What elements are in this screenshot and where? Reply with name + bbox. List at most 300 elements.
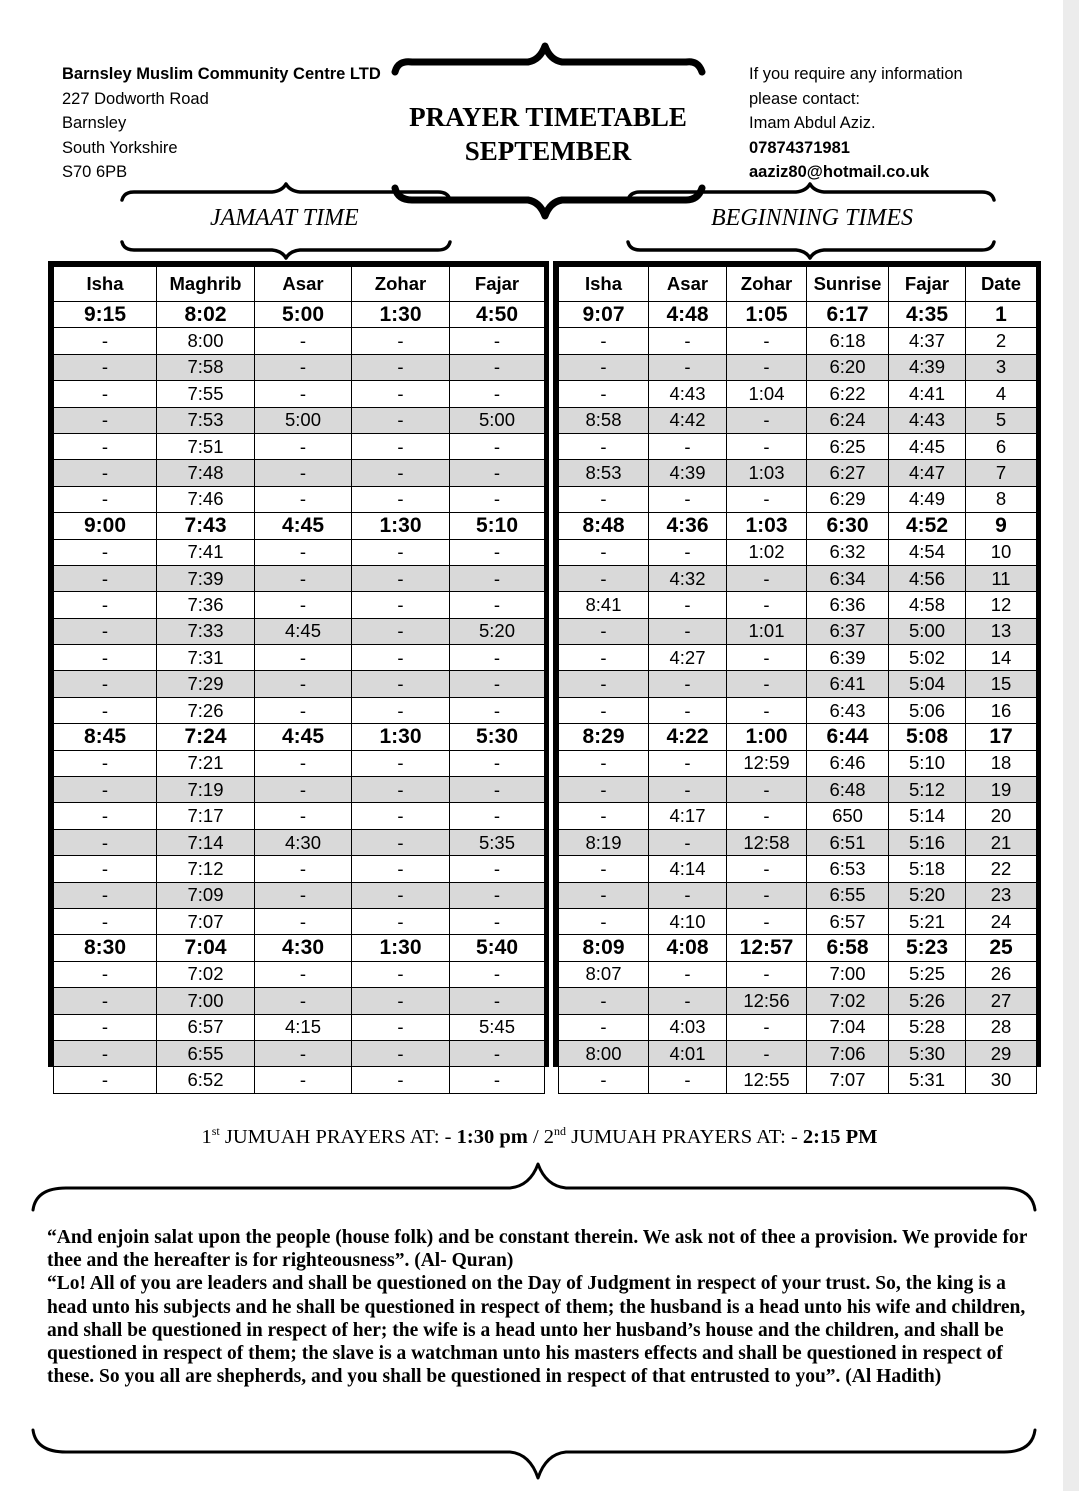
table-row bbox=[54, 777, 545, 803]
beginning-table-header bbox=[559, 267, 1037, 302]
jamaat-cell: 7:51 bbox=[157, 433, 255, 459]
beginning-cell: - bbox=[559, 697, 649, 723]
beginning-cell: 5:00 bbox=[889, 618, 966, 644]
jamaat-cell: 7:36 bbox=[157, 592, 255, 618]
beginning-cell: 4:39 bbox=[889, 354, 966, 380]
beginning-cell: 7:02 bbox=[807, 988, 889, 1014]
hadith-quote: “Lo! All of you are leaders and shall be questioned on the Day of Judgment in respect of your trust. So, the king is a head unto his subjects and he shall be questioned in respect of them; the husband is a head unto his wife and children, and shall be questioned in respect of her; the wife is a head unto her husband’s house and the children, and shall be questioned in respect of them; the slave is a watchman unto his masters effects and shall be questioned in respect of these. So you all are shepherds, and you shall be questioned in respect of that entrusted to you”. (Al Hadith) bbox=[47, 1273, 1026, 1388]
beginning-cell: 28 bbox=[966, 1014, 1037, 1040]
jamaat-cell: - bbox=[255, 592, 352, 618]
beginning-cell: - bbox=[727, 328, 807, 354]
table-row bbox=[54, 829, 545, 855]
beginning-cell: - bbox=[649, 829, 727, 855]
jamaat-cell: - bbox=[450, 486, 545, 512]
jamaat-cell: - bbox=[450, 961, 545, 987]
beginning-cell: 8:19 bbox=[559, 829, 649, 855]
jamaat-cell: - bbox=[450, 803, 545, 829]
beginning-cell: 6:36 bbox=[807, 592, 889, 618]
table-row bbox=[559, 354, 1037, 380]
jumuah-first-time: 1:30 pm bbox=[456, 1125, 528, 1148]
table-row bbox=[54, 460, 545, 486]
jamaat-cell: 4:15 bbox=[255, 1014, 352, 1040]
jamaat-cell: 4:45 bbox=[255, 513, 352, 539]
jamaat-cell: 8:00 bbox=[157, 328, 255, 354]
jamaat-cell: - bbox=[54, 645, 157, 671]
beginning-cell: 12:57 bbox=[727, 935, 807, 961]
jamaat-cell: - bbox=[54, 671, 157, 697]
beginning-cell: - bbox=[559, 750, 649, 776]
beginning-cell: 22 bbox=[966, 856, 1037, 882]
beginning-cell: 12:56 bbox=[727, 988, 807, 1014]
beginning-cell: 5:21 bbox=[889, 908, 966, 934]
beginning-cell: - bbox=[727, 1014, 807, 1040]
jamaat-cell: - bbox=[352, 988, 450, 1014]
beginning-cell: 4:39 bbox=[649, 460, 727, 486]
beginning-cell: 1:03 bbox=[727, 460, 807, 486]
jamaat-cell: 6:52 bbox=[157, 1067, 255, 1093]
jamaat-cell: 7:55 bbox=[157, 381, 255, 407]
jamaat-cell: - bbox=[255, 961, 352, 987]
beginning-cell: 8:00 bbox=[559, 1040, 649, 1066]
jamaat-cell: - bbox=[54, 777, 157, 803]
jamaat-cell: - bbox=[352, 328, 450, 354]
beginning-cell: 6:30 bbox=[807, 513, 889, 539]
beginning-cell: - bbox=[559, 856, 649, 882]
beginning-cell: 1:01 bbox=[727, 618, 807, 644]
beginning-cell: 18 bbox=[966, 750, 1037, 776]
beginning-cell: 12:59 bbox=[727, 750, 807, 776]
jamaat-cell: - bbox=[255, 908, 352, 934]
beginning-cell: 4:58 bbox=[889, 592, 966, 618]
beginning-cell: 5:08 bbox=[889, 724, 966, 750]
beginning-cell: 12:55 bbox=[727, 1067, 807, 1093]
beginning-cell: 13 bbox=[966, 618, 1037, 644]
beginning-cell: 5:25 bbox=[889, 961, 966, 987]
jamaat-cell: - bbox=[352, 592, 450, 618]
beginning-cell: 7:07 bbox=[807, 1067, 889, 1093]
beginning-cell: - bbox=[727, 803, 807, 829]
jamaat-header-cell: Zohar bbox=[352, 267, 450, 302]
jamaat-cell: - bbox=[352, 908, 450, 934]
beginning-cell: - bbox=[727, 354, 807, 380]
table-row bbox=[559, 750, 1037, 776]
contact-block bbox=[749, 62, 963, 185]
jamaat-cell: - bbox=[54, 750, 157, 776]
jamaat-cell: - bbox=[450, 381, 545, 407]
beginning-cell: - bbox=[649, 961, 727, 987]
jamaat-cell: - bbox=[352, 381, 450, 407]
beginning-cell: - bbox=[727, 777, 807, 803]
jamaat-cell: 7:31 bbox=[157, 645, 255, 671]
beginning-cell: 4:43 bbox=[649, 381, 727, 407]
jamaat-cell: - bbox=[352, 1040, 450, 1066]
beginning-cell: 8 bbox=[966, 486, 1037, 512]
jamaat-cell: 5:00 bbox=[255, 302, 352, 328]
beginning-cell: 8:58 bbox=[559, 407, 649, 433]
jamaat-cell: - bbox=[352, 354, 450, 380]
beginning-cell: 5 bbox=[966, 407, 1037, 433]
page-edge-strip bbox=[1063, 0, 1079, 1491]
beginning-cell: 2 bbox=[966, 328, 1037, 354]
beginning-cell: 4:47 bbox=[889, 460, 966, 486]
jumuah-first-num: 1 bbox=[201, 1125, 212, 1148]
beginning-cell: - bbox=[559, 354, 649, 380]
quote-block bbox=[47, 1226, 1037, 1388]
beginning-cell: 3 bbox=[966, 354, 1037, 380]
beginning-cell: 6:46 bbox=[807, 750, 889, 776]
table-row bbox=[54, 618, 545, 644]
jamaat-cell: 5:00 bbox=[450, 407, 545, 433]
jamaat-cell: - bbox=[255, 381, 352, 407]
beginning-cell: - bbox=[727, 908, 807, 934]
jumuah-second-time: 2:15 PM bbox=[802, 1125, 878, 1148]
beginning-cell: 4:01 bbox=[649, 1040, 727, 1066]
table-row bbox=[559, 381, 1037, 407]
address-line: South Yorkshire bbox=[62, 138, 178, 157]
beginning-cell: 11 bbox=[966, 565, 1037, 591]
beginning-cell: 6:58 bbox=[807, 935, 889, 961]
jamaat-cell: 7:19 bbox=[157, 777, 255, 803]
beginning-cell: 4:45 bbox=[889, 433, 966, 459]
beginning-cell: 16 bbox=[966, 697, 1037, 723]
jamaat-cell: - bbox=[54, 539, 157, 565]
beginning-cell: - bbox=[559, 433, 649, 459]
beginning-cell: - bbox=[649, 486, 727, 512]
beginning-cell: - bbox=[649, 882, 727, 908]
jamaat-cell: 7:39 bbox=[157, 565, 255, 591]
jamaat-cell: 4:50 bbox=[450, 302, 545, 328]
beginning-cell: 6:25 bbox=[807, 433, 889, 459]
jamaat-cell: - bbox=[54, 988, 157, 1014]
jamaat-cell: 7:02 bbox=[157, 961, 255, 987]
beginning-cell: 6:51 bbox=[807, 829, 889, 855]
address-line: S70 6PB bbox=[62, 163, 128, 181]
table-row bbox=[54, 354, 545, 380]
beginning-cell: 4:52 bbox=[889, 513, 966, 539]
table-row bbox=[54, 1067, 545, 1093]
beginning-cell: 4:14 bbox=[649, 856, 727, 882]
contact-line: please contact: bbox=[749, 89, 860, 108]
beginning-cell: - bbox=[559, 1014, 649, 1040]
jamaat-header-cell: Maghrib bbox=[157, 267, 255, 302]
beginning-cell: 9 bbox=[966, 513, 1037, 539]
jamaat-header-cell: Fajar bbox=[450, 267, 545, 302]
beginning-cell: 23 bbox=[966, 882, 1037, 908]
beginning-cell: 6:48 bbox=[807, 777, 889, 803]
beginning-cell: 5:26 bbox=[889, 988, 966, 1014]
jamaat-cell: - bbox=[450, 882, 545, 908]
beginning-cell: - bbox=[559, 671, 649, 697]
jamaat-cell: 7:07 bbox=[157, 908, 255, 934]
table-row bbox=[54, 539, 545, 565]
beginning-cell: - bbox=[559, 645, 649, 671]
jamaat-cell: - bbox=[54, 1014, 157, 1040]
beginning-cell: 1:02 bbox=[727, 539, 807, 565]
jamaat-cell: - bbox=[54, 433, 157, 459]
jamaat-cell: - bbox=[450, 750, 545, 776]
beginning-header-cell: Date bbox=[966, 267, 1037, 302]
jamaat-cell: 8:45 bbox=[54, 724, 157, 750]
beginning-cell: 5:02 bbox=[889, 645, 966, 671]
beginning-cell: 6:41 bbox=[807, 671, 889, 697]
jamaat-cell: - bbox=[352, 856, 450, 882]
jamaat-cell: - bbox=[54, 460, 157, 486]
beginning-cell: 4 bbox=[966, 381, 1037, 407]
jumuah-first-sup: st bbox=[211, 1124, 220, 1138]
beginning-cell: 5:06 bbox=[889, 697, 966, 723]
jamaat-cell: - bbox=[352, 803, 450, 829]
table-row bbox=[54, 592, 545, 618]
jamaat-cell: - bbox=[450, 1040, 545, 1066]
beginning-cell: 4:49 bbox=[889, 486, 966, 512]
table-row bbox=[559, 328, 1037, 354]
contact-phone: 07874371981 bbox=[749, 138, 850, 157]
table-row bbox=[54, 908, 545, 934]
beginning-cell: 5:12 bbox=[889, 777, 966, 803]
beginning-cell: 1:00 bbox=[727, 724, 807, 750]
table-row bbox=[54, 1040, 545, 1066]
beginning-cell: - bbox=[559, 618, 649, 644]
beginning-cell: 6:55 bbox=[807, 882, 889, 908]
table-row bbox=[54, 645, 545, 671]
contact-line: Imam Abdul Aziz. bbox=[749, 114, 876, 132]
beginning-cell: 7:06 bbox=[807, 1040, 889, 1066]
jamaat-table-header bbox=[54, 267, 545, 302]
beginning-cell: 15 bbox=[966, 671, 1037, 697]
jamaat-cell: - bbox=[352, 618, 450, 644]
beginning-cell: 6:53 bbox=[807, 856, 889, 882]
beginning-cell: 24 bbox=[966, 908, 1037, 934]
jamaat-cell: 7:26 bbox=[157, 697, 255, 723]
beginning-cell: - bbox=[727, 565, 807, 591]
jamaat-cell: - bbox=[54, 1067, 157, 1093]
beginning-cell: 12:58 bbox=[727, 829, 807, 855]
table-row bbox=[559, 961, 1037, 987]
contact-line: If you require any information bbox=[749, 65, 963, 83]
table-row bbox=[559, 777, 1037, 803]
beginning-cell: 4:36 bbox=[649, 513, 727, 539]
table-row bbox=[54, 328, 545, 354]
table-row bbox=[559, 882, 1037, 908]
beginning-cell: 6:18 bbox=[807, 328, 889, 354]
jamaat-cell: - bbox=[450, 697, 545, 723]
table-row bbox=[559, 460, 1037, 486]
table-row bbox=[54, 513, 545, 539]
table-row bbox=[54, 697, 545, 723]
table-row bbox=[559, 513, 1037, 539]
table-row bbox=[54, 935, 545, 961]
beginning-cell: 1:04 bbox=[727, 381, 807, 407]
beginning-cell: 7:00 bbox=[807, 961, 889, 987]
jamaat-cell: 7:33 bbox=[157, 618, 255, 644]
address-block bbox=[62, 62, 381, 185]
title-month: SEPTEMBER bbox=[464, 136, 632, 166]
jamaat-table-body bbox=[54, 302, 545, 1094]
beginning-cell: 6:27 bbox=[807, 460, 889, 486]
beginning-cell: - bbox=[649, 777, 727, 803]
jamaat-cell: - bbox=[54, 486, 157, 512]
table-row bbox=[54, 565, 545, 591]
beginning-cell: - bbox=[559, 882, 649, 908]
table-row bbox=[559, 1040, 1037, 1066]
jamaat-cell: 4:45 bbox=[255, 618, 352, 644]
beginning-cell: 6:32 bbox=[807, 539, 889, 565]
beginning-cell: 5:30 bbox=[889, 1040, 966, 1066]
jamaat-cell: 7:41 bbox=[157, 539, 255, 565]
beginning-cell: - bbox=[727, 961, 807, 987]
beginning-cell: - bbox=[559, 539, 649, 565]
beginning-cell: 6:29 bbox=[807, 486, 889, 512]
table-row bbox=[559, 1067, 1037, 1093]
beginning-cell: 12 bbox=[966, 592, 1037, 618]
jamaat-cell: 7:09 bbox=[157, 882, 255, 908]
table-row bbox=[559, 671, 1037, 697]
jamaat-cell: - bbox=[255, 856, 352, 882]
jamaat-cell: 9:00 bbox=[54, 513, 157, 539]
quran-quote: “And enjoin salat upon the people (house folk) and be constant therein. We ask not of thee a provision. We provide for thee and the hereafter is for righteousness”. (Al- Quran) bbox=[47, 1227, 1027, 1272]
jamaat-cell: - bbox=[255, 433, 352, 459]
beginning-cell: 19 bbox=[966, 777, 1037, 803]
jamaat-cell: - bbox=[352, 829, 450, 855]
beginning-cell: 4:32 bbox=[649, 565, 727, 591]
jamaat-cell: - bbox=[450, 988, 545, 1014]
table-row bbox=[54, 381, 545, 407]
jamaat-cell: - bbox=[352, 697, 450, 723]
jamaat-cell: 6:57 bbox=[157, 1014, 255, 1040]
jamaat-cell: - bbox=[450, 908, 545, 934]
jamaat-cell: 7:43 bbox=[157, 513, 255, 539]
beginning-cell: 8:53 bbox=[559, 460, 649, 486]
beginning-cell: 30 bbox=[966, 1067, 1037, 1093]
beginning-table-body bbox=[559, 302, 1037, 1094]
jamaat-cell: - bbox=[54, 592, 157, 618]
jamaat-cell: 9:15 bbox=[54, 302, 157, 328]
beginning-cell: - bbox=[559, 565, 649, 591]
table-row bbox=[54, 671, 545, 697]
jamaat-cell: - bbox=[352, 539, 450, 565]
beginning-cell: 6 bbox=[966, 433, 1037, 459]
table-row bbox=[559, 803, 1037, 829]
jamaat-cell: 7:04 bbox=[157, 935, 255, 961]
jamaat-cell: 7:21 bbox=[157, 750, 255, 776]
jamaat-cell: 4:30 bbox=[255, 829, 352, 855]
jamaat-cell: - bbox=[54, 618, 157, 644]
beginning-cell: - bbox=[727, 592, 807, 618]
table-row bbox=[54, 724, 545, 750]
jamaat-cell: - bbox=[352, 486, 450, 512]
beginning-header-cell: Asar bbox=[649, 267, 727, 302]
jamaat-cell: - bbox=[450, 645, 545, 671]
beginning-cell: 5:31 bbox=[889, 1067, 966, 1093]
table-row bbox=[559, 856, 1037, 882]
beginning-cell: - bbox=[559, 803, 649, 829]
jamaat-cell: 5:10 bbox=[450, 513, 545, 539]
jamaat-cell: - bbox=[54, 381, 157, 407]
jamaat-cell: - bbox=[450, 856, 545, 882]
jamaat-cell: 7:14 bbox=[157, 829, 255, 855]
org-name: Barnsley Muslim Community Centre LTD bbox=[62, 65, 381, 83]
jamaat-cell: - bbox=[255, 803, 352, 829]
jamaat-cell: - bbox=[54, 882, 157, 908]
beginning-cell: 5:20 bbox=[889, 882, 966, 908]
beginning-cell: - bbox=[649, 697, 727, 723]
beginning-cell: 10 bbox=[966, 539, 1037, 565]
jamaat-cell: 5:40 bbox=[450, 935, 545, 961]
beginning-cell: 4:54 bbox=[889, 539, 966, 565]
address-line: 227 Dodworth Road bbox=[62, 89, 209, 108]
beginning-cell: - bbox=[559, 777, 649, 803]
table-row bbox=[559, 302, 1037, 328]
jamaat-cell: 8:30 bbox=[54, 935, 157, 961]
beginning-cell: 4:56 bbox=[889, 565, 966, 591]
beginning-cell: 26 bbox=[966, 961, 1037, 987]
jamaat-cell: 1:30 bbox=[352, 724, 450, 750]
jamaat-table bbox=[53, 266, 545, 1094]
table-row bbox=[559, 724, 1037, 750]
beginning-cell: 8:07 bbox=[559, 961, 649, 987]
beginning-cell: 6:34 bbox=[807, 565, 889, 591]
beginning-cell: 8:09 bbox=[559, 935, 649, 961]
beginning-table-frame bbox=[553, 261, 1041, 1091]
beginning-cell: 4:37 bbox=[889, 328, 966, 354]
beginning-cell: - bbox=[649, 354, 727, 380]
table-row bbox=[559, 645, 1037, 671]
jamaat-cell: - bbox=[255, 882, 352, 908]
jamaat-cell: 5:00 bbox=[255, 407, 352, 433]
jamaat-cell: - bbox=[54, 354, 157, 380]
table-row bbox=[559, 407, 1037, 433]
jumuah-first-text: JUMUAH PRAYERS AT: - bbox=[219, 1125, 457, 1148]
jamaat-cell: 1:30 bbox=[352, 935, 450, 961]
jamaat-cell: - bbox=[450, 354, 545, 380]
beginning-cell: 6:22 bbox=[807, 381, 889, 407]
jamaat-cell: - bbox=[352, 433, 450, 459]
beginning-cell: 1:03 bbox=[727, 513, 807, 539]
jamaat-cell: - bbox=[352, 407, 450, 433]
beginning-cell: - bbox=[727, 433, 807, 459]
jamaat-header-cell: Isha bbox=[54, 267, 157, 302]
beginning-cell: - bbox=[727, 882, 807, 908]
beginning-cell: - bbox=[649, 671, 727, 697]
jamaat-cell: 7:00 bbox=[157, 988, 255, 1014]
jamaat-cell: 5:35 bbox=[450, 829, 545, 855]
contact-email[interactable]: aaziz80@hotmail.co.uk bbox=[749, 163, 930, 181]
beginning-cell: 5:10 bbox=[889, 750, 966, 776]
beginning-cell: 6:57 bbox=[807, 908, 889, 934]
beginning-cell: - bbox=[727, 407, 807, 433]
page-title bbox=[400, 100, 696, 168]
beginning-header-cell: Sunrise bbox=[807, 267, 889, 302]
beginning-cell: 4:43 bbox=[889, 407, 966, 433]
beginning-cell: 4:48 bbox=[649, 302, 727, 328]
jamaat-cell: - bbox=[255, 328, 352, 354]
jamaat-cell: - bbox=[255, 697, 352, 723]
jumuah-second-sup: nd bbox=[554, 1124, 567, 1138]
jamaat-cell: - bbox=[54, 328, 157, 354]
jamaat-cell: - bbox=[450, 592, 545, 618]
beginning-cell: - bbox=[559, 486, 649, 512]
jamaat-cell: - bbox=[54, 908, 157, 934]
jamaat-cell: - bbox=[255, 486, 352, 512]
jamaat-cell: - bbox=[255, 777, 352, 803]
jamaat-cell: - bbox=[54, 961, 157, 987]
beginning-cell: 5:04 bbox=[889, 671, 966, 697]
beginning-cell: 6:24 bbox=[807, 407, 889, 433]
table-row bbox=[54, 486, 545, 512]
jamaat-cell: - bbox=[352, 460, 450, 486]
jamaat-cell: - bbox=[352, 671, 450, 697]
beginning-header-cell: Fajar bbox=[889, 267, 966, 302]
